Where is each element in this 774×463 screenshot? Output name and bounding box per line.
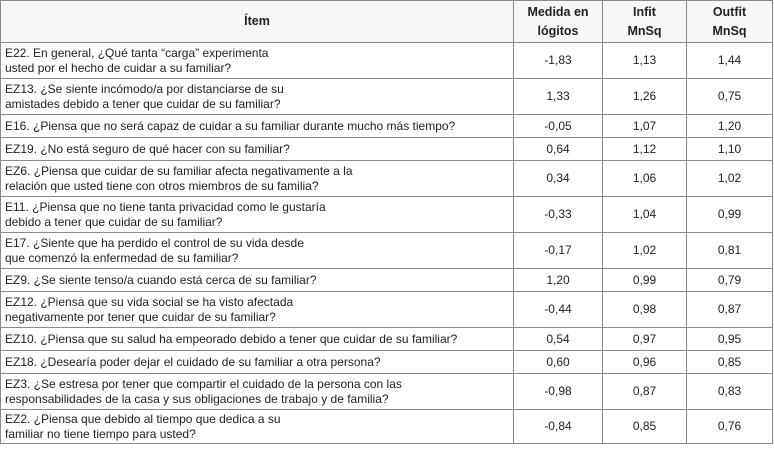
item-text-line: E17. ¿Siente que ha perdido el control de su vida desde	[5, 235, 304, 250]
medida-cell: 0,34	[514, 161, 603, 197]
item-cell	[1, 161, 514, 197]
table-row	[1, 79, 773, 115]
table-row	[1, 161, 773, 197]
item-text-line: EZ10. ¿Piensa que su salud ha empeorado debido a tener que cuidar de su familiar?	[5, 331, 458, 346]
outfit-cell: 0,81	[687, 233, 773, 269]
medida-cell: 0,64	[514, 138, 603, 161]
outfit-cell: 1,02	[687, 161, 773, 197]
medida-cell: -1,83	[514, 43, 603, 79]
item-text-line: usted por el hecho de cuidar a su familiar?	[5, 60, 232, 75]
infit-cell: 1,04	[603, 197, 687, 233]
outfit-cell: 0,75	[687, 79, 773, 115]
item-cell	[1, 138, 514, 161]
item-text-line: negativamente por tener que cuidar de su familiar?	[5, 309, 276, 324]
medida-cell: 0,54	[514, 328, 603, 351]
outfit-cell: 0,79	[687, 269, 773, 292]
item-text-line: EZ12. ¿Piensa que su vida social se ha visto afectada	[5, 294, 294, 309]
item-text-line: EZ18. ¿Desearía poder dejar el cuidado de su familiar a otra persona?	[5, 354, 381, 369]
item-text-line: EZ3. ¿Se estresa por tener que compartir el cuidado de la persona con las	[5, 376, 402, 391]
header-item: Ítem	[1, 1, 514, 43]
table-row	[1, 115, 773, 138]
infit-cell: 0,98	[603, 292, 687, 328]
item-cell	[1, 292, 514, 328]
item-cell	[1, 233, 514, 269]
table-row	[1, 138, 773, 161]
item-text-line: amistades debido a tener que cuidar de su familiar?	[5, 96, 281, 111]
item-text-line: familiar no tiene tiempo para usted?	[5, 426, 196, 441]
medida-cell: -0,44	[514, 292, 603, 328]
item-text-line: EZ6. ¿Piensa que cuidar de su familiar afecta negativamente a la	[5, 163, 353, 178]
medida-cell: 0,60	[514, 351, 603, 374]
outfit-cell: 0,87	[687, 292, 773, 328]
table-row	[1, 292, 773, 328]
infit-cell: 0,96	[603, 351, 687, 374]
table-row	[1, 410, 773, 444]
table-row	[1, 269, 773, 292]
infit-cell: 0,87	[603, 374, 687, 410]
header-infit: Infit MnSq	[603, 1, 687, 43]
item-cell	[1, 374, 514, 410]
item-text-line: relación que usted tiene con otros miembros de su familia?	[5, 178, 319, 193]
item-cell	[1, 328, 514, 351]
table-row	[1, 233, 773, 269]
outfit-cell: 0,85	[687, 351, 773, 374]
infit-cell: 1,07	[603, 115, 687, 138]
infit-cell: 1,13	[603, 43, 687, 79]
item-text-line: EZ13. ¿Se siente incómodo/a por distanciarse de su	[5, 81, 284, 96]
medida-cell: -0,17	[514, 233, 603, 269]
infit-cell: 1,06	[603, 161, 687, 197]
item-text-line: E16. ¿Piensa que no será capaz de cuidar a su familiar durante mucho más tiempo?	[5, 118, 456, 133]
infit-cell: 1,26	[603, 79, 687, 115]
table-row	[1, 43, 773, 79]
item-text-line: EZ9. ¿Se siente tenso/a cuando está cerca de su familiar?	[5, 272, 317, 287]
item-text-line: que comenzó la enfermedad de su familiar?	[5, 250, 239, 265]
infit-cell: 0,97	[603, 328, 687, 351]
item-cell	[1, 351, 514, 374]
header-row	[1, 1, 773, 43]
table-row	[1, 351, 773, 374]
item-cell	[1, 197, 514, 233]
medida-cell: -0,33	[514, 197, 603, 233]
item-text-line: responsabilidades de la casa y sus obligaciones de trabajo y de familia?	[5, 391, 389, 406]
item-cell	[1, 410, 514, 444]
infit-cell: 1,12	[603, 138, 687, 161]
header-outfit: Outfit MnSq	[687, 1, 773, 43]
medida-cell: -0,05	[514, 115, 603, 138]
outfit-cell: 0,83	[687, 374, 773, 410]
outfit-cell: 1,44	[687, 43, 773, 79]
item-text-line: debido a tener que cuidar de su familiar?	[5, 214, 223, 229]
infit-cell: 0,85	[603, 410, 687, 444]
infit-cell: 1,02	[603, 233, 687, 269]
medida-cell: -0,84	[514, 410, 603, 444]
item-text-line: EZ2. ¿Piensa que debido al tiempo que dedica a su	[5, 411, 281, 426]
outfit-cell: 0,99	[687, 197, 773, 233]
outfit-cell: 0,76	[687, 410, 773, 444]
header-medida: Medida en lógitos	[514, 1, 603, 43]
infit-cell: 0,99	[603, 269, 687, 292]
table-row	[1, 197, 773, 233]
item-cell	[1, 269, 514, 292]
item-cell	[1, 79, 514, 115]
outfit-cell: 1,20	[687, 115, 773, 138]
medida-cell: 1,20	[514, 269, 603, 292]
medida-cell: 1,33	[514, 79, 603, 115]
item-text-line: E22. En general, ¿Qué tanta “carga” experimenta	[5, 45, 269, 60]
item-text-line: E11. ¿Piensa que no tiene tanta privacidad como le gustaría	[5, 199, 326, 214]
table-row	[1, 374, 773, 410]
medida-cell: -0,98	[514, 374, 603, 410]
item-cell	[1, 115, 514, 138]
outfit-cell: 0,95	[687, 328, 773, 351]
item-text-line: EZ19. ¿No está seguro de qué hacer con su familiar?	[5, 141, 290, 156]
outfit-cell: 1,10	[687, 138, 773, 161]
table-row	[1, 328, 773, 351]
item-cell	[1, 43, 514, 79]
